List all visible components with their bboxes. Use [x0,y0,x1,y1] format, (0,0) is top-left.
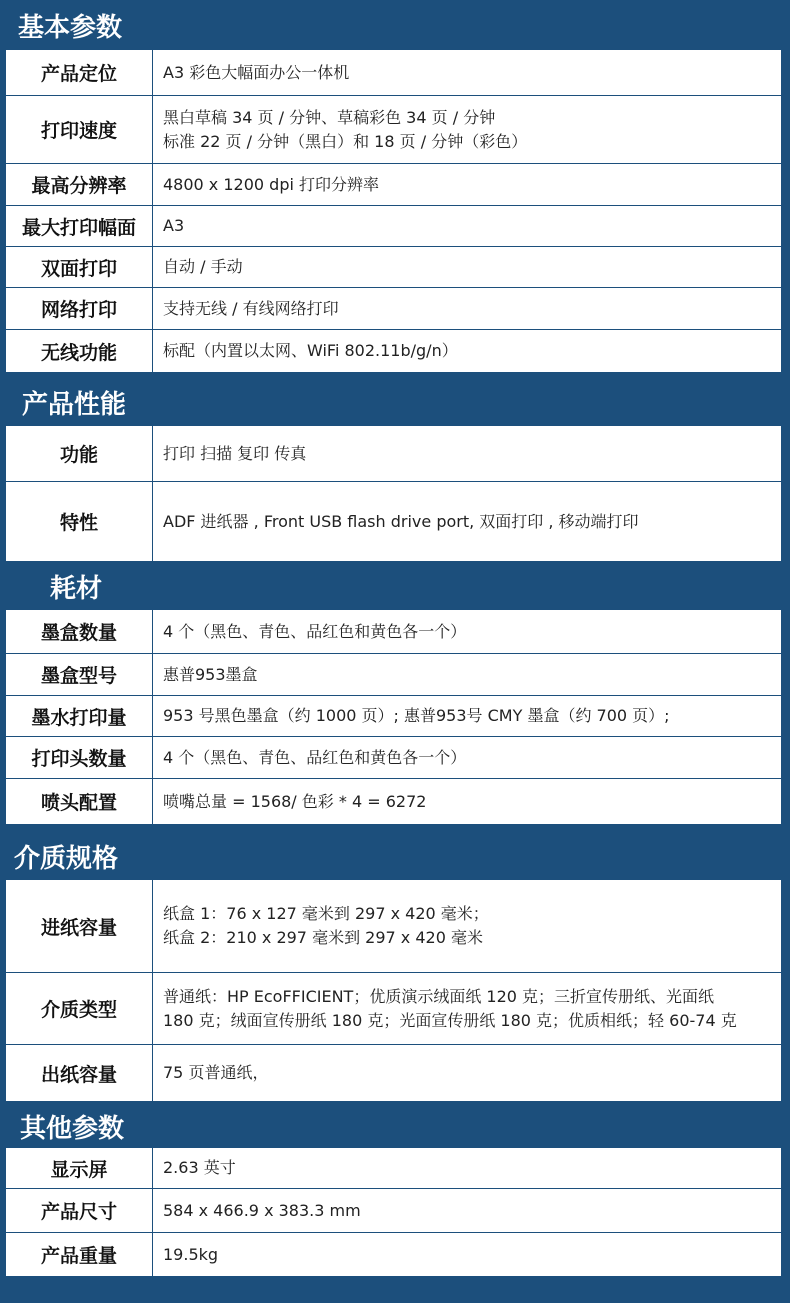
spec-value [153,426,781,481]
spec-label: 产品尺寸 [6,1189,153,1232]
spec-value-line: 标准 22 页 / 分钟（黑白）和 18 页 / 分钟（彩色） [163,131,528,151]
spec-label: 最大打印幅面 [6,206,153,246]
spec-value [153,1233,781,1276]
spec-value-line: A3 [163,216,185,235]
spec-value-line: 584 x 466.9 x 383.3 mm [163,1200,361,1220]
spec-label: 无线功能 [6,330,153,372]
section-title: 耗材 [50,573,103,604]
spec-value-line: 953 号黑色墨盒（约 1000 页）; 惠普953号 CMY 墨盒（约 700 页）; [163,706,670,725]
spec-value [153,164,781,205]
spec-value [153,779,781,824]
spec-table [6,1148,781,1276]
spec-value-line: 普通纸：HP EcoFFICIENT；优质演示绒面纸 120 克；三折宣传册纸、光面纸 [163,986,715,1006]
spec-label: 网络打印 [6,288,153,329]
spec-table [6,426,781,561]
spec-table [6,50,781,372]
spec-label: 最高分辨率 [6,164,153,205]
spec-value-line: 纸盒 2：210 x 297 毫米到 297 x 420 毫米 [163,928,483,947]
spec-value [153,654,781,695]
spec-row [6,1233,781,1276]
spec-row [6,1045,781,1101]
spec-value-line: 4 个（黑色、青色、品红色和黄色各一个） [163,621,467,641]
spec-table [6,610,781,824]
spec-value-line: 75 页普通纸， [163,1063,269,1082]
spec-value [153,1148,781,1188]
spec-label: 喷头配置 [6,779,153,824]
spec-row [6,1189,781,1233]
spec-row [6,482,781,561]
spec-label: 双面打印 [6,247,153,287]
spec-table [6,880,781,1101]
spec-row [6,50,781,96]
spec-row [6,610,781,654]
spec-row [6,737,781,779]
spec-row [6,973,781,1045]
spec-row [6,696,781,737]
spec-value [153,973,781,1044]
spec-value [153,50,781,95]
spec-label: 墨盒数量 [6,610,153,653]
spec-row [6,779,781,824]
spec-row [6,880,781,973]
spec-value [153,696,781,736]
spec-value-line: 黑白草稿 34 页 / 分钟、草稿彩色 34 页 / 分钟 [163,107,496,127]
spec-label: 墨盒型号 [6,654,153,695]
spec-row [6,164,781,206]
spec-value [153,737,781,778]
spec-value-line: 标配（内置以太网、WiFi 802.11b/g/n） [163,341,458,360]
spec-label: 功能 [6,426,153,481]
spec-value-line: 自动 / 手动 [163,257,243,276]
spec-value-line: 2.63 英寸 [163,1158,236,1177]
spec-value-line: 惠普953墨盒 [163,664,258,684]
spec-row [6,1148,781,1189]
spec-label: 显示屏 [6,1148,153,1188]
spec-label: 出纸容量 [6,1045,153,1101]
spec-value-line: 180 克；绒面宣传册纸 180 克；光面宣传册纸 180 克；优质相纸；轻 60-74 克 [163,1010,737,1030]
spec-value-line: 打印 扫描 复印 传真 [163,443,307,463]
spec-value [153,247,781,287]
section-title: 基本参数 [18,12,123,43]
spec-value-line: 4 个（黑色、青色、品红色和黄色各一个） [163,747,467,767]
spec-value-line: ADF 进纸器 , Front USB flash drive port, 双面打印 , 移动端打印 [163,511,639,531]
spec-value-line: 19.5kg [163,1244,219,1264]
spec-label: 墨水打印量 [6,696,153,736]
spec-value [153,330,781,372]
spec-value-line: 4800 x 1200 dpi 打印分辨率 [163,174,380,194]
spec-row [6,654,781,696]
spec-value [153,288,781,329]
spec-value [153,1045,781,1101]
spec-value-line: A3 彩色大幅面办公一体机 [163,62,350,82]
spec-value-line: 喷嘴总量 = 1568/ 色彩 * 4 = 6272 [163,791,427,811]
spec-row [6,426,781,482]
spec-row [6,330,781,372]
spec-label: 产品重量 [6,1233,153,1276]
spec-row [6,288,781,330]
spec-value [153,482,781,561]
spec-value [153,96,781,163]
spec-row [6,247,781,288]
section-title: 介质规格 [14,843,119,874]
spec-label: 介质类型 [6,973,153,1044]
spec-label: 产品定位 [6,50,153,95]
spec-row [6,206,781,247]
spec-label: 打印速度 [6,96,153,163]
spec-label: 特性 [6,482,153,561]
spec-label: 打印头数量 [6,737,153,778]
spec-value [153,1189,781,1232]
spec-value [153,880,781,972]
spec-value [153,206,781,246]
spec-value-line: 纸盒 1：76 x 127 毫米到 297 x 420 毫米； [163,904,489,923]
section-title: 其他参数 [20,1113,125,1144]
spec-row [6,96,781,164]
spec-value-line: 支持无线 / 有线网络打印 [163,298,339,318]
spec-label: 进纸容量 [6,880,153,972]
spec-value [153,610,781,653]
section-title: 产品性能 [22,389,127,420]
